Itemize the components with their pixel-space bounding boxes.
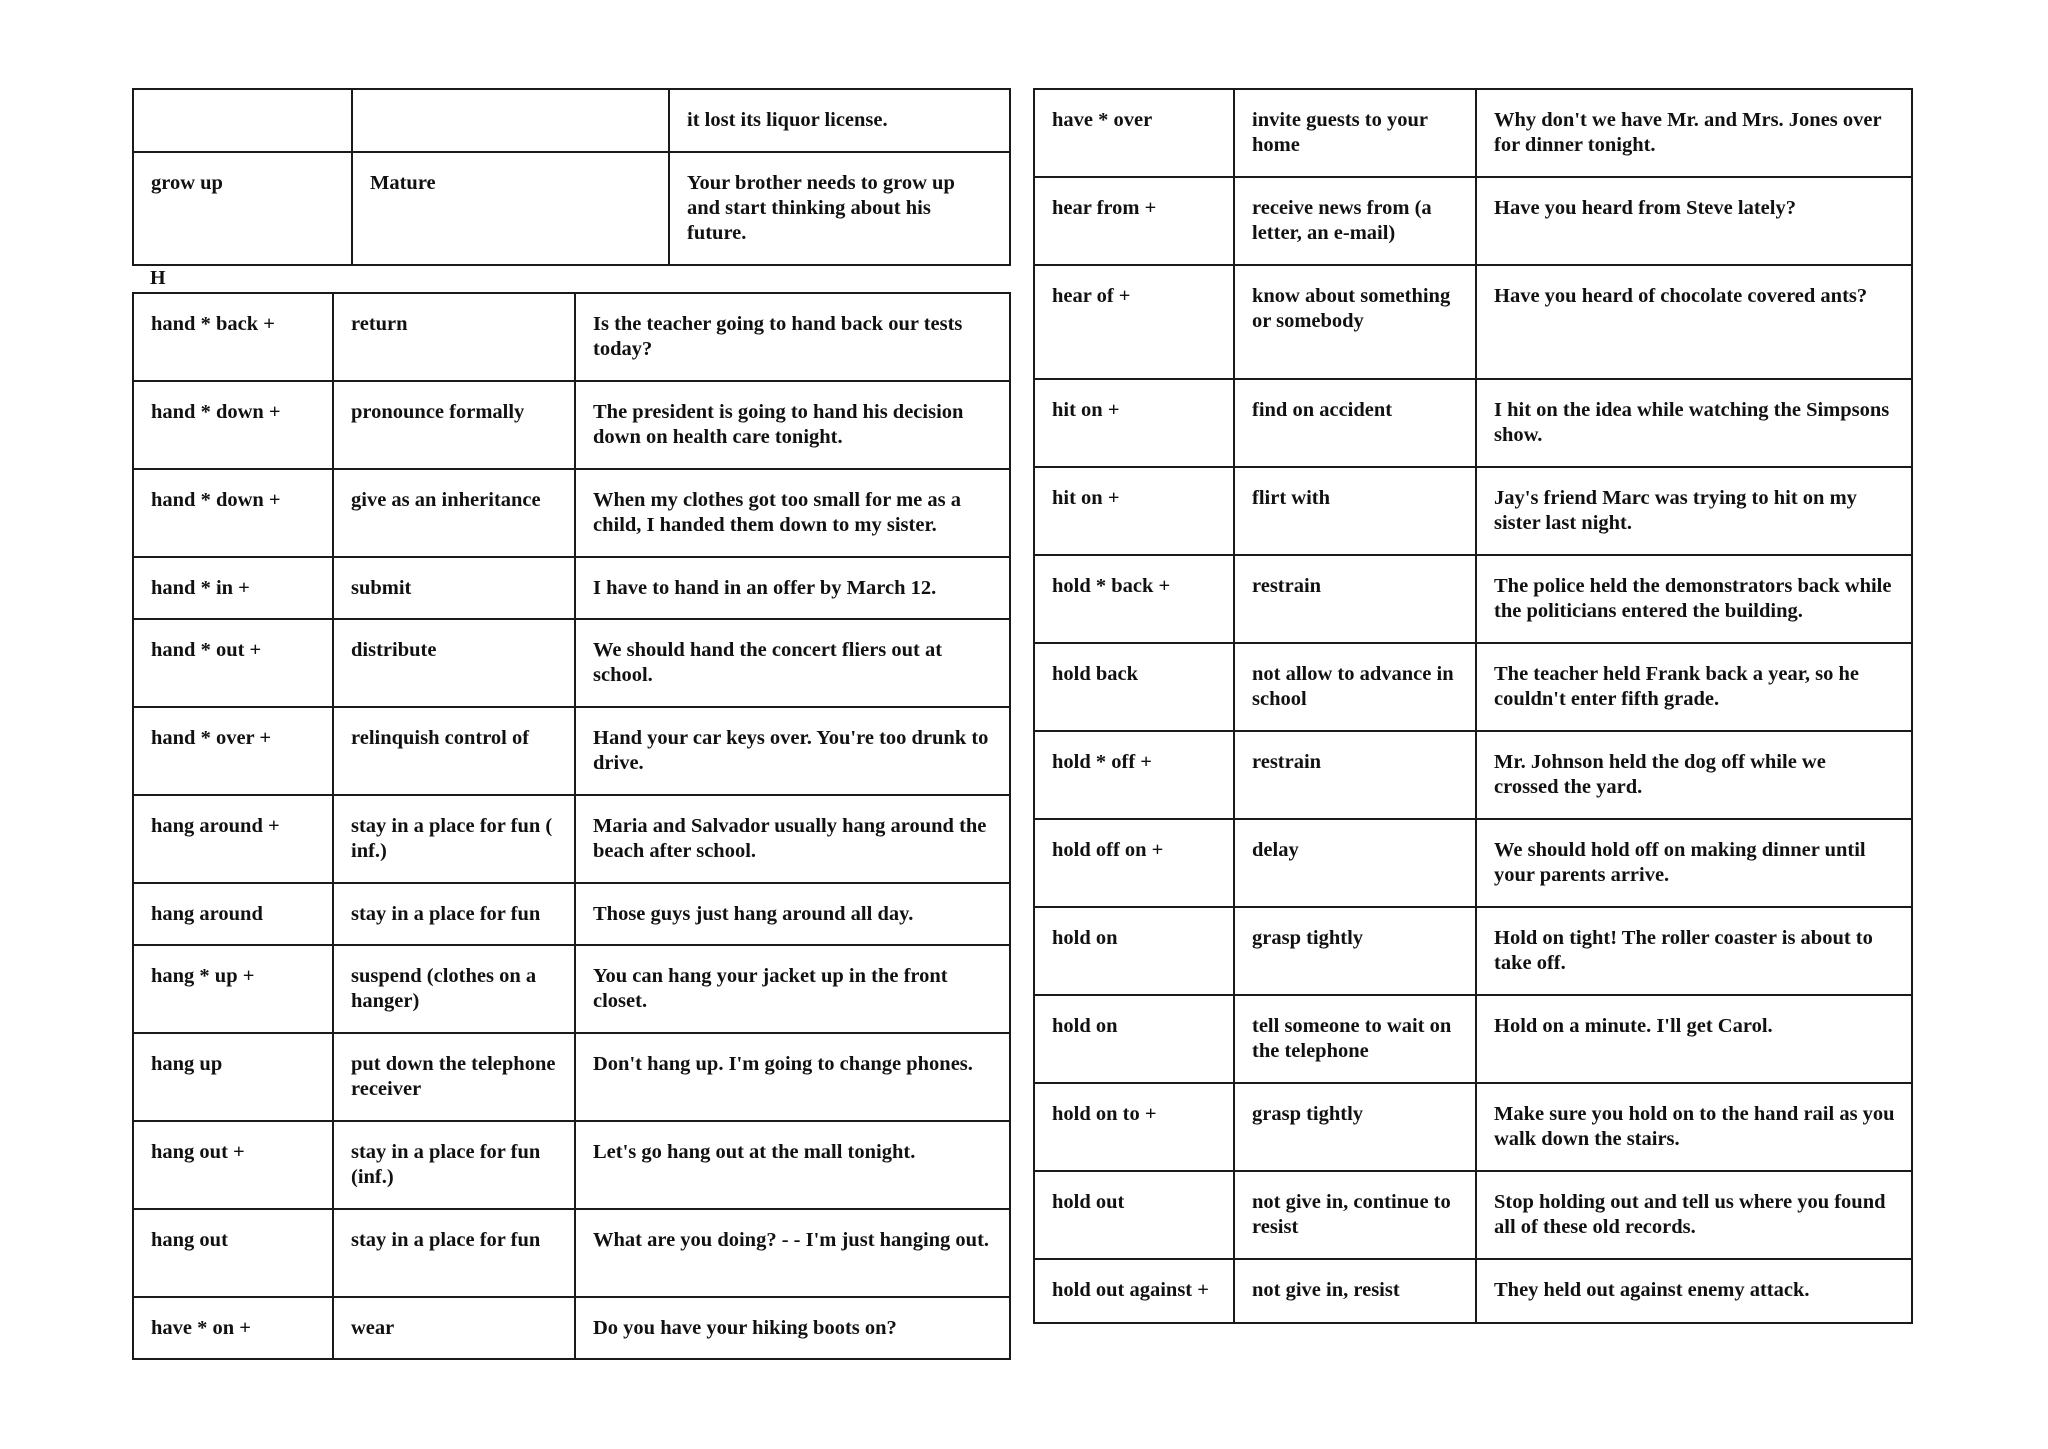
meaning-cell: not allow to advance in school <box>1234 643 1476 731</box>
table-row <box>1034 1083 1912 1171</box>
meaning-cell: relinquish control of <box>333 707 575 795</box>
phrasal-verb-cell: hit on + <box>1034 379 1234 467</box>
meaning-cell: flirt with <box>1234 467 1476 555</box>
table-row <box>133 1033 1010 1121</box>
example-cell: Maria and Salvador usually hang around the beach after school. <box>575 795 1010 883</box>
example-cell: it lost its liquor license. <box>669 89 1010 152</box>
example-cell: Do you have your hiking boots on? <box>575 1297 1010 1359</box>
phrasal-verb-cell: hand * down + <box>133 469 333 557</box>
example-cell: Hand your car keys over. You're too drunk to drive. <box>575 707 1010 795</box>
table-row <box>133 557 1010 619</box>
meaning-cell: stay in a place for fun (inf.) <box>333 1121 575 1209</box>
example-cell: The police held the demonstrators back while the politicians entered the building. <box>1476 555 1912 643</box>
phrasal-verb-cell: have * on + <box>133 1297 333 1359</box>
phrasal-verb-cell: hold out against + <box>1034 1259 1234 1323</box>
meaning-cell: distribute <box>333 619 575 707</box>
example-cell: We should hand the concert fliers out at school. <box>575 619 1010 707</box>
table-row <box>1034 555 1912 643</box>
phrasal-verb-cell: hold off on + <box>1034 819 1234 907</box>
meaning-cell <box>352 89 669 152</box>
example-cell: I have to hand in an offer by March 12. <box>575 557 1010 619</box>
phrasal-verb-cell: hit on + <box>1034 467 1234 555</box>
example-cell: Don't hang up. I'm going to change phones. <box>575 1033 1010 1121</box>
meaning-cell: grasp tightly <box>1234 907 1476 995</box>
phrasal-verb-cell: hold back <box>1034 643 1234 731</box>
table-row <box>133 945 1010 1033</box>
phrasal-verb-cell: hold on <box>1034 995 1234 1083</box>
table-row <box>1034 731 1912 819</box>
meaning-cell: wear <box>333 1297 575 1359</box>
meaning-cell: suspend (clothes on a hanger) <box>333 945 575 1033</box>
phrasal-verb-cell: hold * back + <box>1034 555 1234 643</box>
phrasal-verb-cell: hang out <box>133 1209 333 1297</box>
example-cell: Why don't we have Mr. and Mrs. Jones over for dinner tonight. <box>1476 89 1912 177</box>
phrasal-verb-cell <box>133 89 352 152</box>
meaning-cell: pronounce formally <box>333 381 575 469</box>
example-cell: Your brother needs to grow up and start thinking about his future. <box>669 152 1010 265</box>
phrasal-verb-cell: hand * in + <box>133 557 333 619</box>
example-cell: The teacher held Frank back a year, so he couldn't enter fifth grade. <box>1476 643 1912 731</box>
phrasal-verb-cell: hang around <box>133 883 333 945</box>
example-cell: Hold on a minute. I'll get Carol. <box>1476 995 1912 1083</box>
phrasal-verb-cell: hold * off + <box>1034 731 1234 819</box>
table-row <box>133 1297 1010 1359</box>
table-row <box>133 795 1010 883</box>
meaning-cell: return <box>333 293 575 381</box>
table-row <box>1034 907 1912 995</box>
example-cell: The president is going to hand his decision down on health care tonight. <box>575 381 1010 469</box>
example-cell: You can hang your jacket up in the front closet. <box>575 945 1010 1033</box>
phrasal-verb-cell: hold on <box>1034 907 1234 995</box>
meaning-cell: grasp tightly <box>1234 1083 1476 1171</box>
example-cell: Have you heard from Steve lately? <box>1476 177 1912 265</box>
example-cell: Have you heard of chocolate covered ants? <box>1476 265 1912 379</box>
table-row <box>133 1121 1010 1209</box>
meaning-cell: restrain <box>1234 555 1476 643</box>
meaning-cell: stay in a place for fun <box>333 1209 575 1297</box>
phrasal-verb-cell: hang up <box>133 1033 333 1121</box>
table-row <box>1034 265 1912 379</box>
example-cell: I hit on the idea while watching the Simpsons show. <box>1476 379 1912 467</box>
table-row <box>133 152 1010 265</box>
example-cell: Jay's friend Marc was trying to hit on my sister last night. <box>1476 467 1912 555</box>
example-cell: They held out against enemy attack. <box>1476 1259 1912 1323</box>
phrasal-verb-cell: hand * out + <box>133 619 333 707</box>
meaning-cell: restrain <box>1234 731 1476 819</box>
example-cell: We should hold off on making dinner until your parents arrive. <box>1476 819 1912 907</box>
table-row <box>1034 1171 1912 1259</box>
table-row <box>1034 379 1912 467</box>
example-cell: Make sure you hold on to the hand rail as you walk down the stairs. <box>1476 1083 1912 1171</box>
phrasal-verb-cell: hang * up + <box>133 945 333 1033</box>
example-cell: Stop holding out and tell us where you found all of these old records. <box>1476 1171 1912 1259</box>
table-row <box>1034 89 1912 177</box>
table-row <box>133 89 1010 152</box>
table-row <box>133 619 1010 707</box>
table-row <box>133 883 1010 945</box>
example-cell: What are you doing? - - I'm just hanging out. <box>575 1209 1010 1297</box>
example-cell: Mr. Johnson held the dog off while we crossed the yard. <box>1476 731 1912 819</box>
meaning-cell: stay in a place for fun ( inf.) <box>333 795 575 883</box>
meaning-cell: not give in, continue to resist <box>1234 1171 1476 1259</box>
example-cell: When my clothes got too small for me as a child, I handed them down to my sister. <box>575 469 1010 557</box>
meaning-cell: not give in, resist <box>1234 1259 1476 1323</box>
phrasal-verb-cell: hear of + <box>1034 265 1234 379</box>
phrasal-verb-cell: hand * back + <box>133 293 333 381</box>
phrasal-verb-cell: hand * over + <box>133 707 333 795</box>
section-heading: H <box>150 267 166 289</box>
phrasal-verb-cell: hang out + <box>133 1121 333 1209</box>
phrasal-verb-cell: grow up <box>133 152 352 265</box>
table-row <box>133 1209 1010 1297</box>
phrasal-verb-cell: hold out <box>1034 1171 1234 1259</box>
table-row <box>1034 467 1912 555</box>
meaning-cell: submit <box>333 557 575 619</box>
table-row <box>1034 643 1912 731</box>
meaning-cell: invite guests to your home <box>1234 89 1476 177</box>
phrasal-verb-cell: hold on to + <box>1034 1083 1234 1171</box>
meaning-cell: receive news from (a letter, an e-mail) <box>1234 177 1476 265</box>
meaning-cell: stay in a place for fun <box>333 883 575 945</box>
table-row <box>1034 995 1912 1083</box>
meaning-cell: give as an inheritance <box>333 469 575 557</box>
meaning-cell: find on accident <box>1234 379 1476 467</box>
meaning-cell: tell someone to wait on the telephone <box>1234 995 1476 1083</box>
continuation-table <box>132 88 1011 266</box>
table-row <box>1034 819 1912 907</box>
phrasal-verbs-table-left <box>132 292 1011 1360</box>
table-row <box>133 293 1010 381</box>
table-row <box>133 381 1010 469</box>
example-cell: Let's go hang out at the mall tonight. <box>575 1121 1010 1209</box>
example-cell: Is the teacher going to hand back our tests today? <box>575 293 1010 381</box>
phrasal-verb-cell: have * over <box>1034 89 1234 177</box>
phrasal-verbs-table-right <box>1033 88 1913 1324</box>
meaning-cell: Mature <box>352 152 669 265</box>
table-row <box>133 469 1010 557</box>
phrasal-verb-cell: hand * down + <box>133 381 333 469</box>
meaning-cell: delay <box>1234 819 1476 907</box>
example-cell: Hold on tight! The roller coaster is about to take off. <box>1476 907 1912 995</box>
meaning-cell: put down the telephone receiver <box>333 1033 575 1121</box>
table-row <box>133 707 1010 795</box>
phrasal-verb-cell: hear from + <box>1034 177 1234 265</box>
example-cell: Those guys just hang around all day. <box>575 883 1010 945</box>
phrasal-verb-cell: hang around + <box>133 795 333 883</box>
table-row <box>1034 177 1912 265</box>
table-row <box>1034 1259 1912 1323</box>
meaning-cell: know about something or somebody <box>1234 265 1476 379</box>
